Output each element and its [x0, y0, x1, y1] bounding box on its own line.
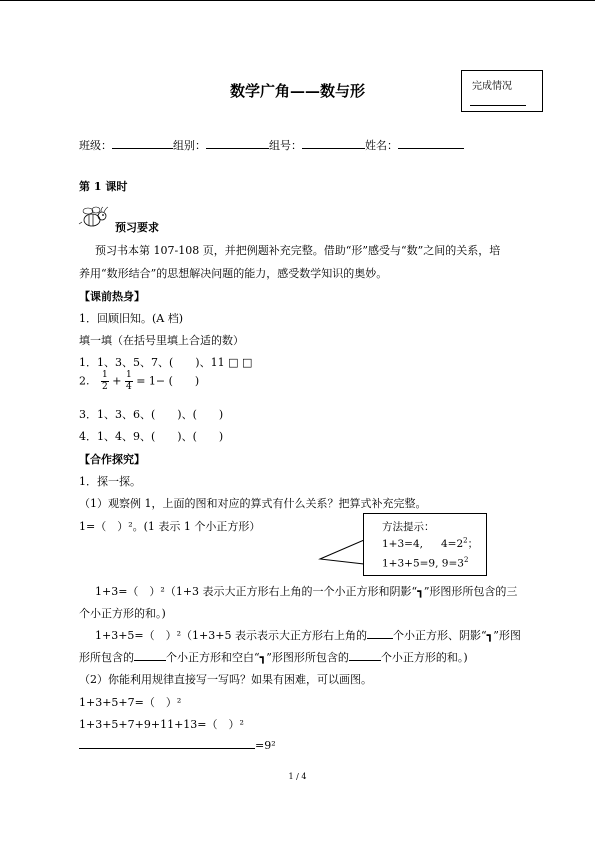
- hint-exponent: 2: [463, 556, 469, 564]
- fraction-one-half: [101, 370, 109, 393]
- page-title: 数学广角——数与形: [229, 82, 365, 100]
- page-top-rule: [0, 0, 595, 1]
- equation-6: [79, 738, 276, 752]
- answer-blank[interactable]: [79, 738, 255, 749]
- preview-text-line1: 预习书本第 107-108 页，并把例题补充完整。借助“形”感受与“数”之间的关系，培: [95, 244, 501, 257]
- fill-item-2-rest: = 1− ( ): [136, 374, 200, 388]
- name-label: 姓名：: [365, 139, 398, 152]
- group-no-label: 组号：: [269, 139, 302, 152]
- explore-part-2: （2）你能利用规律直接写一写吗？如果有困难，可以画图。: [79, 673, 372, 686]
- equation-3-line1: [95, 627, 521, 643]
- preview-text-line2: 养用“数形结合”的思想解决问题的能力，感受数学知识的奥妙。: [79, 267, 388, 280]
- equation-3-text: 个小正方形的和。): [380, 651, 468, 664]
- explore-heading: 【合作探究】: [79, 453, 145, 466]
- answer-blank[interactable]: [367, 628, 393, 639]
- fraction-numerator: 1: [102, 370, 108, 380]
- hint-title: 方法提示：: [382, 521, 435, 533]
- hint-row-1: [382, 536, 478, 551]
- hint-punctuation: ；: [467, 538, 479, 550]
- answer-blank[interactable]: [134, 650, 166, 661]
- equation-3-text: ”形图: [493, 629, 521, 642]
- group-no-blank[interactable]: [302, 138, 365, 149]
- hint-equation: 1+3+5=9, 9=3: [382, 557, 464, 570]
- fraction-one-quarter: [125, 370, 133, 393]
- answer-blank[interactable]: [349, 650, 381, 661]
- equation-1: 1=（ ）²。(1 表示 1 个小正方形）: [79, 520, 261, 533]
- corner-shape-icon: ┓: [259, 651, 267, 664]
- equation-3-text: 个小正方形和空白“: [166, 651, 260, 664]
- fraction-denominator: 2: [102, 382, 108, 392]
- equation-4: 1+3+5+7=（ ）²: [79, 696, 182, 709]
- equation-3-line2: [79, 649, 468, 665]
- method-hint-box: [363, 513, 487, 576]
- group-blank[interactable]: [206, 138, 269, 149]
- warmup-question-1: 1．回顾旧知。(A 档): [79, 312, 184, 325]
- explore-part-1: （1）观察例 1，上面的图和对应的算式有什么关系？把算式补充完整。: [79, 497, 427, 510]
- hint-equation: 1+3=4,: [382, 538, 423, 550]
- preview-heading: 预习要求: [115, 221, 159, 234]
- plus-sign: +: [112, 374, 122, 388]
- completion-status-box: [461, 70, 543, 112]
- equation-5: 1+3+5+7+9+11+13=（ ）²: [79, 718, 244, 731]
- corner-shape-icon: ┓: [486, 629, 494, 642]
- fill-instruction: 填一填（在括号里填上合适的数）: [79, 334, 244, 347]
- hint-row-2: [382, 556, 468, 570]
- name-blank[interactable]: [398, 138, 464, 149]
- equation-6-result: =9²: [255, 739, 276, 752]
- equation-3-text: 个小正方形、阴影“: [392, 629, 487, 642]
- callout-pointer: [318, 540, 366, 566]
- class-blank[interactable]: [112, 138, 173, 149]
- equation-2-line1: [95, 583, 517, 599]
- fill-item-4: 4．1、4、9、( )、( ): [79, 430, 224, 443]
- completion-status-label: 完成情况: [472, 81, 512, 92]
- equation-2-line2: 个小正方形的和。): [79, 607, 166, 620]
- equation-2-text: 1+3=（ ）²（1+3 表示大正方形右上角的一个小正方形和阴影“: [95, 585, 418, 598]
- warmup-heading: 【课前热身】: [79, 290, 145, 303]
- corner-shape-icon: ┓: [417, 585, 424, 598]
- fill-item-1: 1．1、3、5、7、( )、11 □ □: [79, 356, 253, 369]
- fill-item-2-number: 2.: [79, 374, 90, 388]
- class-label: 班级：: [79, 139, 112, 152]
- hint-exponent: 2: [463, 536, 468, 545]
- completion-status-blank[interactable]: [470, 105, 526, 106]
- fraction-numerator: 1: [125, 370, 132, 380]
- lesson-heading: 第 1 课时: [79, 180, 128, 193]
- bee-icon: [78, 206, 112, 233]
- hint-equation: 4=2: [440, 538, 464, 550]
- fraction-denominator: 4: [125, 382, 132, 392]
- fill-item-2: [79, 370, 199, 393]
- student-info-row: [79, 137, 464, 153]
- equation-3-text: ”形图形所包含的: [266, 651, 349, 664]
- fill-item-3: 3．1、3、6、( )、( ): [79, 408, 224, 421]
- equation-3-text: 形所包含的: [79, 651, 134, 664]
- equation-2-text: ”形图形所包含的三: [423, 585, 518, 598]
- explore-question-1: 1．探一探。: [79, 475, 141, 488]
- group-label: 组别：: [173, 139, 206, 152]
- equation-3-text: 1+3+5=（ ）²（1+3+5 表示表示大正方形右上角的: [95, 629, 367, 642]
- page-number: 1 / 4: [288, 772, 307, 781]
